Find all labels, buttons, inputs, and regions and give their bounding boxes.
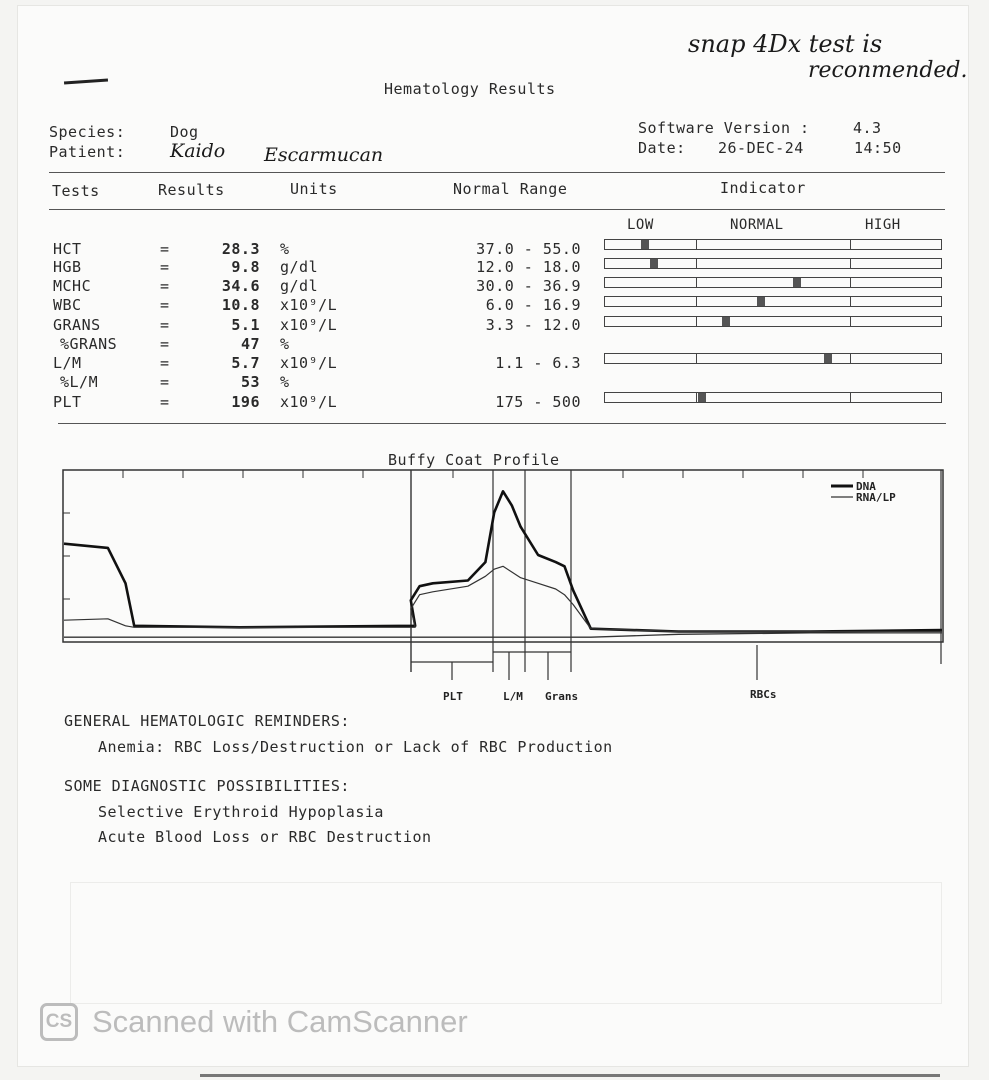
test-range: 6.0 - 16.9 — [485, 296, 581, 314]
col-indicator: Indicator — [720, 179, 806, 197]
diagnostics-heading: SOME DIAGNOSTIC POSSIBILITIES: — [64, 777, 350, 795]
species-value: Dog — [170, 123, 199, 141]
test-unit: x10⁹/L — [280, 354, 338, 372]
test-range: 30.0 - 36.9 — [476, 277, 581, 295]
test-unit: g/dl — [280, 277, 319, 295]
series-line-baseline — [64, 633, 942, 637]
date-label: Date: — [638, 139, 686, 157]
equals-sign: = — [160, 240, 170, 258]
test-range: 175 - 500 — [495, 393, 581, 411]
test-unit: g/dl — [280, 258, 319, 276]
test-value: 196 — [231, 393, 260, 411]
diagnostic-item: Selective Erythroid Hypoplasia — [98, 803, 384, 821]
indicator-normal-label: NORMAL — [730, 217, 784, 233]
equals-sign: = — [160, 393, 170, 411]
test-value: 28.3 — [221, 240, 260, 258]
zone-label-lm: L/M — [503, 690, 523, 703]
test-range: 37.0 - 55.0 — [476, 240, 581, 258]
chart-frame — [63, 470, 943, 642]
software-label: Software Version : — [638, 119, 810, 137]
indicator-low-label: LOW — [627, 217, 654, 233]
software-value: 4.3 — [853, 119, 882, 137]
test-unit: x10⁹/L — [280, 296, 338, 314]
page-bottom-edge — [200, 1074, 940, 1077]
zone-label-rbcs: RBCs — [750, 688, 777, 701]
equals-sign: = — [160, 277, 170, 295]
handwritten-note-line1: snap 4Dx test is — [688, 30, 883, 58]
patient-name-first: Kaido — [170, 140, 226, 162]
test-name: L/M — [53, 354, 82, 372]
col-tests: Tests — [52, 182, 100, 200]
equals-sign: = — [160, 296, 170, 314]
test-value: 9.8 — [231, 258, 260, 276]
reminders-heading: GENERAL HEMATOLOGIC REMINDERS: — [64, 712, 350, 730]
equals-sign: = — [160, 316, 170, 334]
test-name: PLT — [53, 393, 82, 411]
legend-dna-label: DNA — [856, 480, 876, 493]
equals-sign: = — [160, 373, 170, 391]
test-value: 5.1 — [231, 316, 260, 334]
series-line-rna-lp — [64, 566, 942, 631]
handwritten-note-line2: reconmended. — [808, 58, 968, 83]
indicator-high-label: HIGH — [865, 217, 901, 233]
zone-label-plt: PLT — [443, 690, 463, 703]
test-unit: % — [280, 335, 290, 353]
bleed-through-box — [70, 882, 942, 1004]
legend-rna-label: RNA/LP — [856, 491, 896, 504]
camscanner-text: Scanned with CamScanner — [92, 1004, 468, 1039]
test-unit: x10⁹/L — [280, 393, 338, 411]
col-results: Results — [158, 181, 225, 199]
test-name: HGB — [53, 258, 82, 276]
test-range: 12.0 - 18.0 — [476, 258, 581, 276]
test-name: GRANS — [53, 316, 101, 334]
test-value: 47 — [240, 335, 260, 353]
camscanner-watermark — [40, 1003, 468, 1041]
test-unit: % — [280, 240, 290, 258]
col-normal-range: Normal Range — [453, 180, 568, 198]
test-value: 53 — [240, 373, 260, 391]
test-name: MCHC — [53, 277, 92, 295]
equals-sign: = — [160, 258, 170, 276]
camscanner-logo-icon: CS — [40, 1003, 78, 1041]
test-name: %GRANS — [60, 335, 118, 353]
date-value: 26-DEC-24 — [718, 139, 804, 157]
test-range: 3.3 - 12.0 — [485, 316, 581, 334]
test-value: 5.7 — [231, 354, 260, 372]
test-name: %L/M — [60, 373, 99, 391]
test-name: WBC — [53, 296, 82, 314]
equals-sign: = — [160, 335, 170, 353]
test-unit: % — [280, 373, 290, 391]
equals-sign: = — [160, 354, 170, 372]
reminders-line: Anemia: RBC Loss/Destruction or Lack of RBC Production — [98, 738, 613, 756]
patient-name-last: Escarmucan — [264, 144, 384, 166]
col-units: Units — [290, 180, 338, 198]
test-range: 1.1 - 6.3 — [495, 354, 581, 372]
test-value: 10.8 — [221, 296, 260, 314]
test-unit: x10⁹/L — [280, 316, 338, 334]
report-title: Hematology Results — [384, 80, 556, 98]
time-value: 14:50 — [854, 139, 902, 157]
test-name: HCT — [53, 240, 82, 258]
diagnostic-item: Acute Blood Loss or RBC Destruction — [98, 828, 432, 846]
series-line-dna — [64, 491, 942, 631]
patient-label: Patient: — [49, 143, 126, 161]
zone-label-grans: Grans — [545, 690, 579, 703]
chart-title: Buffy Coat Profile — [388, 451, 560, 469]
test-value: 34.6 — [221, 277, 260, 295]
species-label: Species: — [49, 123, 126, 141]
